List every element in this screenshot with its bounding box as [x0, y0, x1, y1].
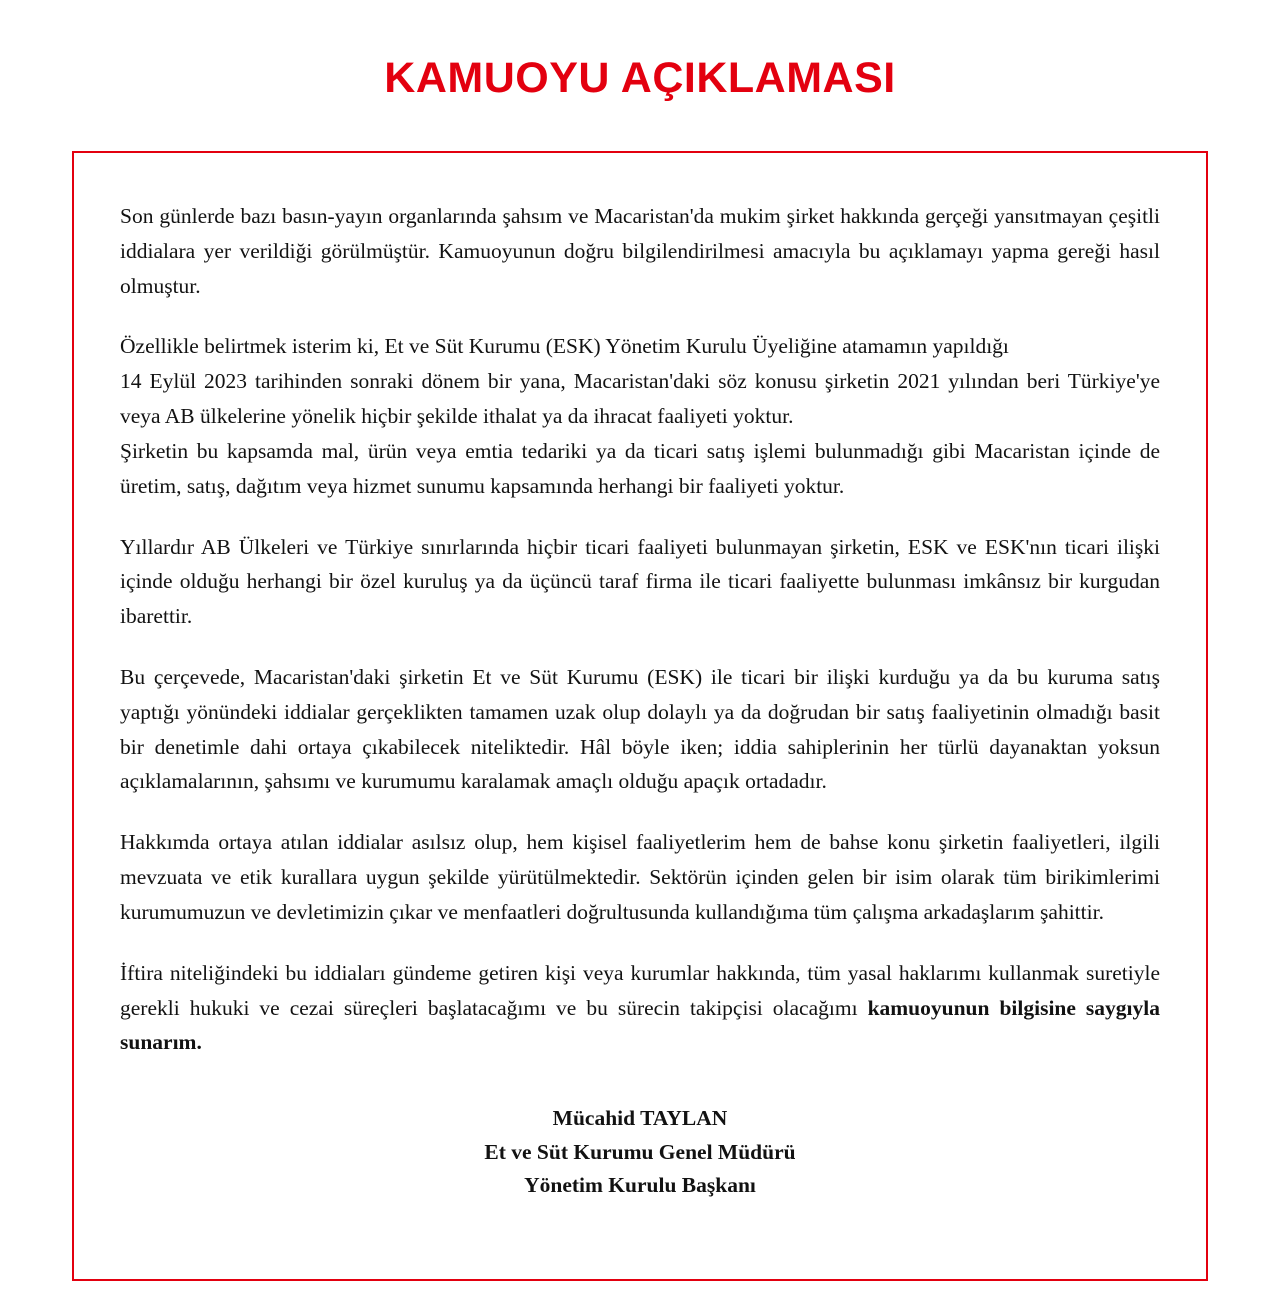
final-paragraph-normal: İftira niteliğindeki bu iddiaları gündeme getiren kişi veya kurumlar hakkında, tüm yasal haklarımı kullanmak suretiyle gerekli hukuki ve cezai süreçleri başlatacağımı ve bu sürecin takipçisi olacağımı: [120, 960, 1160, 1020]
paragraph-1: Son günlerde bazı basın-yayın organlarında şahsım ve Macaristan'da mukim şirket hakkında gerçeği yansıtmayan çeşitli iddialara yer verildiği görülmüştür. Kamuoyunun doğru bilgilendirilmesi amacıyla bu açıklamayı yapma gereği hasıl olmuştur.: [120, 203, 1160, 298]
paragraph-2-body: 14 Eylül 2023 tarihinden sonraki dönem bir yana, Macaristan'daki söz konusu şirketin 2021 yılından beri Türkiye'ye veya AB ülkelerine yönelik hiçbir şekilde ithalat ya da ihracat faaliyeti yoktur.: [120, 369, 1160, 429]
signature-block: [120, 1102, 1160, 1202]
signature-title-line-2: Yönetim Kurulu Başkanı: [524, 1172, 756, 1197]
paragraph-7-final: [120, 956, 1160, 1060]
statement-body: [120, 199, 1160, 1202]
final-paragraph-bold: kamuoyunun bilgisine saygıyla sunarım.: [120, 995, 1160, 1055]
paragraph-6: Hakkımda ortaya atılan iddialar asılsız olup, hem kişisel faaliyetlerim hem de bahse konu şirketin faaliyetleri, ilgili mevzuata ve etik kurallara uygun şekilde yürütülmektedir. Sektörün içinden gelen bir isim olarak tüm birikimlerimi kurumumuzun ve devletimizin çıkar ve menfaatleri doğrultusunda kullandığıma tüm çalışma arkadaşlarım şahittir.: [120, 830, 1160, 924]
document-page: [0, 29, 1280, 1309]
paragraph-3: Şirketin bu kapsamda mal, ürün veya emtia tedariki ya da ticari satış işlemi bulunmadığı gibi Macaristan içinde de üretim, satış, dağıtım veya hizmet sunumu kapsamında herhangi bir faaliyeti yoktur.: [120, 438, 1160, 498]
page-title: KAMUOYU AÇIKLAMASI: [384, 53, 896, 102]
paragraph-4: Yıllardır AB Ülkeleri ve Türkiye sınırlarında hiçbir ticari faaliyeti bulunmayan şirketin, ESK ve ESK'nın ticari ilişki içinde olduğu herhangi bir özel kuruluş ya da üçüncü taraf firma ile ticari faaliyette bulunması imkânsız bir kurgudan ibarettir.: [120, 534, 1160, 629]
statement-box: [72, 151, 1208, 1281]
signature-title-line-1: Et ve Süt Kurumu Genel Müdürü: [484, 1139, 796, 1164]
paragraph-5: Bu çerçevede, Macaristan'daki şirketin Et ve Süt Kurumu (ESK) ile ticari bir ilişki kurduğu ya da bu kuruma satış yaptığı yönündeki iddialar gerçeklikten tamamen uzak olup dolaylı ya da doğrudan bir satış faaliyetinin olmadığı basit bir denetimle dahi ortaya çıkabilecek niteliktedir. Hâl böyle iken; iddia sahiplerinin her türlü dayanaktan yoksun açıklamalarının, şahsımı ve kurumumu karalamak amaçlı olduğu apaçık ortadadır.: [120, 665, 1160, 794]
paragraph-2-lead: Özellikle belirtmek isterim ki, Et ve Süt Kurumu (ESK) Yönetim Kurulu Üyeliğine atamamın yapıldığı: [120, 334, 1009, 359]
signature-name: Mücahid TAYLAN: [552, 1106, 728, 1131]
